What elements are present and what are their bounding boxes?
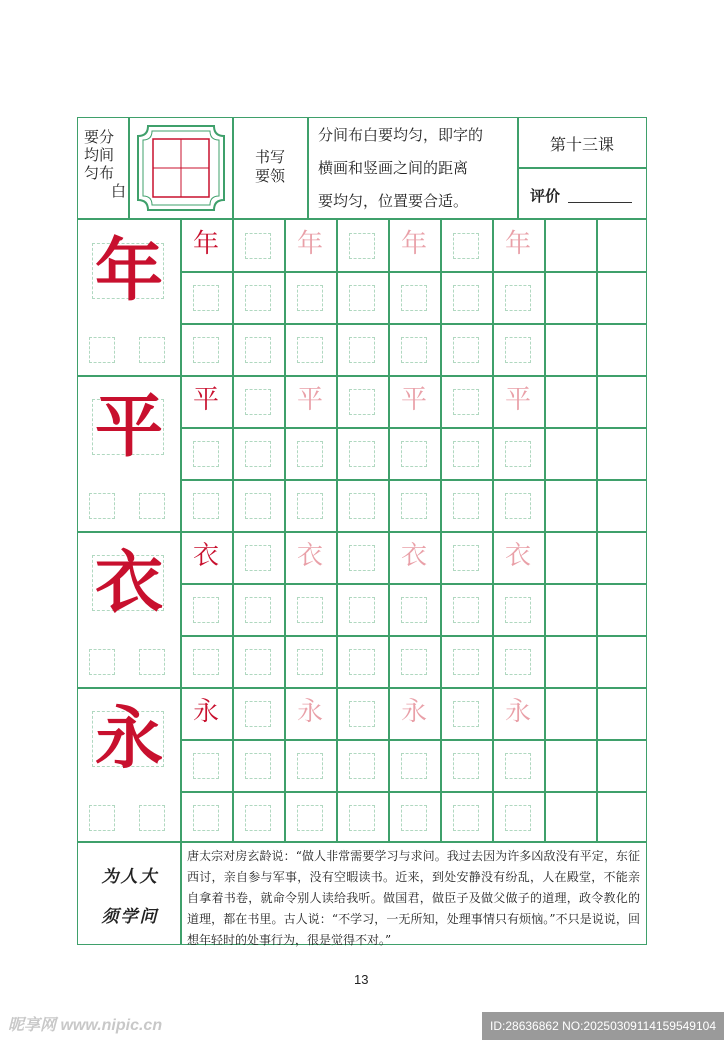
grid-v-line [596,219,598,843]
guide-box [245,493,271,519]
guide-box [349,597,375,623]
guide-box [349,285,375,311]
guide-box [349,493,375,519]
grid-h-line [180,271,647,273]
guide-box [193,649,219,675]
guide-box [505,441,531,467]
spacing-label-line-2: 均间 [84,146,115,164]
writing-label-line-1: 书写 [254,148,285,166]
guide-box [245,701,271,727]
guide-box [297,493,323,519]
guide-box [245,805,271,831]
guide-box [453,337,479,363]
guide-box [297,649,323,675]
header-lesson-divider [517,167,647,169]
guide-box [245,597,271,623]
guide-box [349,233,375,259]
header-divider-3 [307,117,309,219]
guide-box [193,441,219,467]
guide-box [297,805,323,831]
writing-label-line-2: 要领 [254,167,285,185]
footer-divider [180,841,182,945]
description-line-3: 要均匀，位置要合适。 [318,192,469,210]
guide-box [193,597,219,623]
header-divider-2 [232,117,234,219]
trace-character: 衣 [400,541,427,571]
guide-box [453,285,479,311]
grid-h-line [180,323,647,325]
guide-box [401,805,427,831]
guide-box [89,493,115,519]
practice-character: 年 [192,229,219,259]
grid-v-line [388,219,390,843]
guide-box [245,649,271,675]
guide-box [453,389,479,415]
guide-box [297,597,323,623]
grid-v-line [492,219,494,843]
footer-top-line [77,841,647,843]
trace-character: 平 [400,385,427,415]
evaluation-line [568,202,632,203]
practice-character: 永 [192,697,219,727]
grid-v-line [440,219,442,843]
guide-box [245,389,271,415]
guide-box [453,753,479,779]
guide-box [89,649,115,675]
trace-character: 平 [296,385,323,415]
header-divider-1 [128,117,130,219]
guide-box [297,285,323,311]
trace-character: 永 [296,697,323,727]
guide-box [349,701,375,727]
guide-box [139,493,165,519]
description-line-2: 横画和竖画之间的距离 [318,159,469,177]
grid-v-line [180,219,182,843]
model-character: 永 [94,699,163,779]
guide-box [139,337,165,363]
guide-box [453,805,479,831]
guide-box [139,649,165,675]
guide-box [245,441,271,467]
guide-box [349,545,375,571]
guide-box [193,805,219,831]
guide-box [245,545,271,571]
guide-box [89,337,115,363]
model-character: 衣 [94,543,163,623]
guide-box [453,233,479,259]
spacing-label-line-3: 匀布 [84,164,115,182]
guide-box [349,337,375,363]
footer-title-line-2: 须学问 [101,907,159,927]
grid-v-line [544,219,546,843]
guide-box [89,805,115,831]
spacing-label-line-1: 要分 [84,128,115,146]
grid-v-line [232,219,234,843]
trace-character: 年 [504,229,531,259]
guide-box [193,753,219,779]
trace-character: 年 [296,229,323,259]
watermark-left: 昵享网 www.nipic.cn [8,1017,163,1034]
guide-box [349,441,375,467]
grid-h-line [77,687,647,689]
guide-box [505,753,531,779]
guide-box [505,597,531,623]
page-number: 13 [354,972,369,987]
guide-box [349,753,375,779]
description-line-1: 分间布白要均匀，即字的 [318,126,484,144]
grid-v-line [284,219,286,843]
spacing-label [84,128,126,200]
guide-box [297,441,323,467]
grid-h-line [180,739,647,741]
trace-character: 衣 [504,541,531,571]
trace-character: 年 [400,229,427,259]
guide-box [297,753,323,779]
trace-character: 永 [504,697,531,727]
guide-box [401,597,427,623]
practice-character: 平 [192,385,219,415]
watermark-right: ID:28636862 NO:20250309114159549104 [482,1012,724,1040]
grid-h-line [77,375,647,377]
guide-box [193,285,219,311]
guide-box [505,493,531,519]
grid-h-line [180,427,647,429]
grid-v-line [336,219,338,843]
guide-box [453,701,479,727]
grid-h-line [77,531,647,533]
guide-box [349,649,375,675]
tianzige-frame-icon [134,122,228,214]
guide-box [401,649,427,675]
guide-box [505,337,531,363]
practice-character: 衣 [192,541,219,571]
evaluation-label: 评价 [530,187,561,205]
footer-title-line-1: 为人大 [101,867,159,887]
guide-box [453,597,479,623]
grid-h-line [180,635,647,637]
guide-box [401,285,427,311]
model-character: 年 [94,231,163,311]
guide-box [401,753,427,779]
guide-box [453,545,479,571]
guide-box [139,805,165,831]
guide-box [453,441,479,467]
guide-box [505,649,531,675]
guide-box [505,805,531,831]
guide-box [193,337,219,363]
guide-box [245,337,271,363]
model-character: 平 [94,387,163,467]
guide-box [245,233,271,259]
guide-box [453,493,479,519]
grid-h-line [180,791,647,793]
guide-box [401,441,427,467]
guide-box [245,285,271,311]
guide-box [349,805,375,831]
guide-box [505,285,531,311]
trace-character: 平 [504,385,531,415]
guide-box [349,389,375,415]
guide-box [401,337,427,363]
guide-box [401,493,427,519]
guide-box [245,753,271,779]
lesson-title: 第十三课 [549,135,614,154]
header-bottom-line [77,218,647,220]
story-text: 唐太宗对房玄龄说：“做人非常需要学习与求问。我过去因为许多凶敌没有平定，东征西讨，亲自参与军事，没有空暇读书。近来，到处安静没有纷乱，人在殿堂，不能亲自拿着书卷，就命令别人读给我听。做国君，做臣子及做父做子的道理，政令教化的道理，都在书里。古人说：“不学习，一无所知，处理事情只有烦恼。”不只是说说，回想年轻时的处事行为，很是觉得不对。” [187,849,640,947]
grid-h-line [180,583,647,585]
spacing-label-line-4: 白 [110,182,126,200]
guide-box [193,493,219,519]
trace-character: 衣 [296,541,323,571]
grid-h-line [180,479,647,481]
trace-character: 永 [400,697,427,727]
guide-box [453,649,479,675]
guide-box [297,337,323,363]
